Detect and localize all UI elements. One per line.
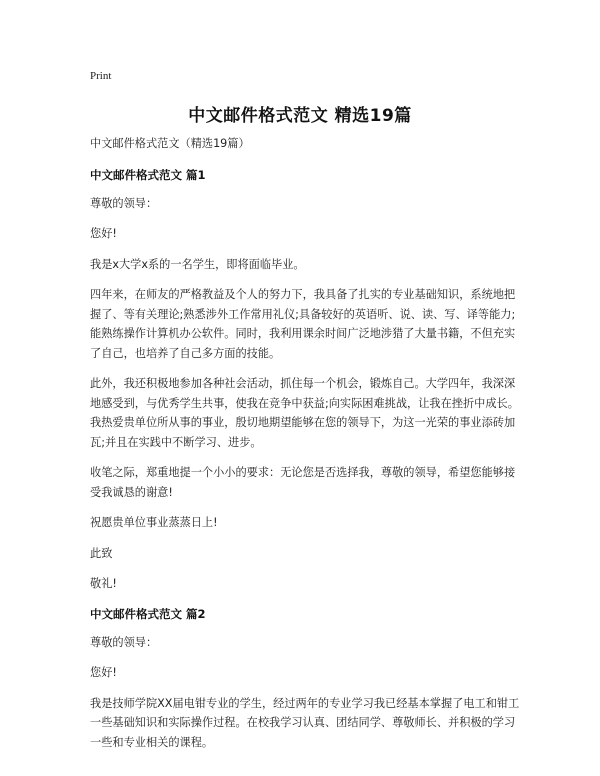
greeting: 您好!	[90, 227, 117, 240]
salutation: 尊敬的领导：	[90, 635, 158, 649]
body-paragraph: 四年来，在师友的严格教益及个人的努力下，我具备了扎实的专业基础知识，系统地把握了、等有关理论;熟悉涉外工作常用礼仪;具备较好的英语听、说、读、写、译等能力;能熟练操作计算机办公软件。同时，我利用课余时间广泛地涉猎了大量书籍，不但充实了自己，也培养了自己多方面的技能。	[90, 288, 516, 360]
document-body	[90, 134, 520, 763]
body-paragraph: 收笔之际，郑重地提一个小小的要求：无论您是否选择我，尊敬的领导，希望您能够接受我诚恳的谢意!	[90, 466, 516, 499]
body-paragraph: 我是技师学院XX届电钳专业的学生，经过两年的专业学习我已经基本掌握了电工和钳工一些基础知识和实际操作过程。在校我学习认真、团结同学、尊敬师长、并积极的学习一些和专业相关的课程。	[90, 696, 520, 749]
closing-salute: 敬礼!	[90, 577, 117, 590]
section-heading-1: 中文邮件格式范文 篇1	[90, 167, 206, 182]
document-title: 中文邮件格式范文 精选19篇	[188, 106, 412, 126]
greeting: 您好!	[90, 666, 117, 679]
salutation: 尊敬的领导：	[90, 196, 158, 210]
closing-wish: 祝愿贵单位事业蒸蒸日上!	[90, 516, 218, 529]
document-subtitle: 中文邮件格式范文（精选19篇）	[90, 137, 250, 150]
closing-line: 此致	[90, 546, 113, 560]
body-paragraph: 我是x大学x系的一名学生，即将面临毕业。	[90, 257, 305, 271]
section-heading-2: 中文邮件格式范文 篇2	[90, 606, 206, 621]
print-label[interactable]: Print	[90, 70, 112, 82]
body-paragraph: 此外，我还积极地参加各种社会活动，抓住每一个机会，锻炼自己。大学四年，我深深地感受到，与优秀学生共事，使我在竞争中获益;向实际困难挑战，让我在挫折中成长。我热爱贵单位所从事的事业，殷切地期望能够在您的领导下，为这一光荣的事业添砖加瓦;并且在实践中不断学习、进步。	[90, 377, 519, 449]
